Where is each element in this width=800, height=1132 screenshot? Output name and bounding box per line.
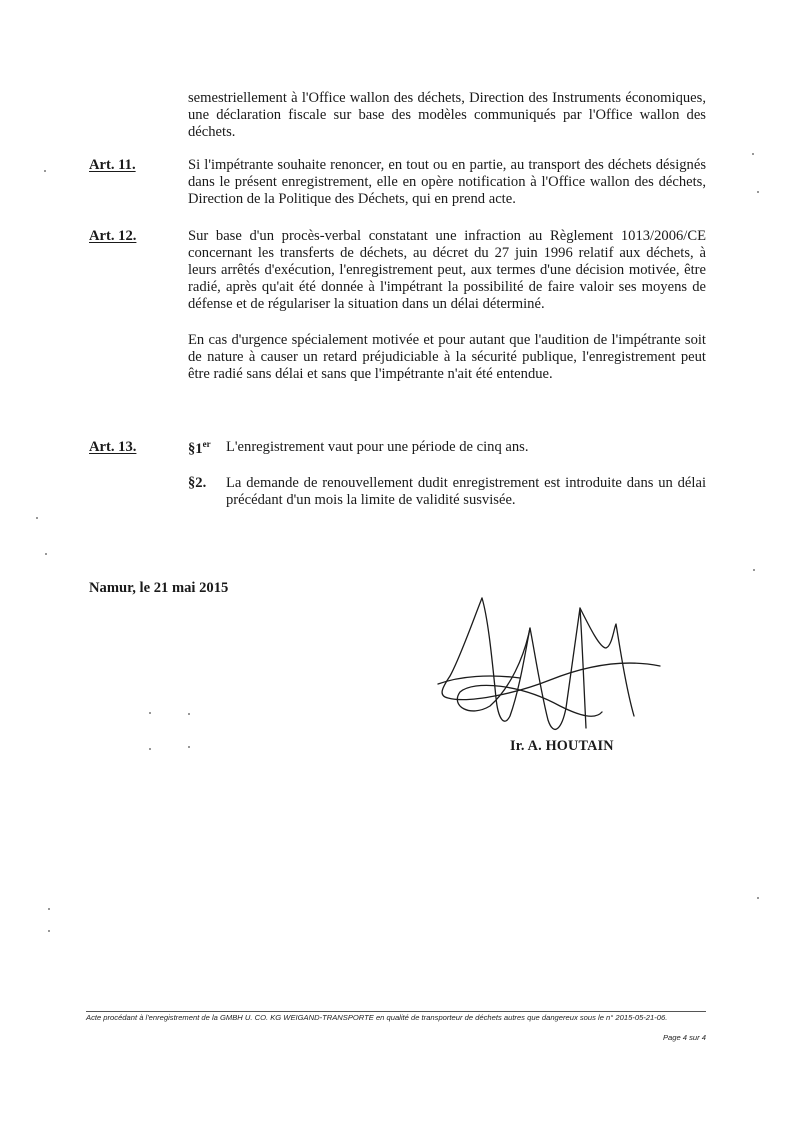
scan-speck [45,553,47,555]
article-11-paragraph: Si l'impétrante souhaite renoncer, en tout ou en partie, au transport des déchets désignés dans le présent enregistrement, elle en opère notification à l'Office wallon des déchets, Direction de la Politique des Déchets, qui en prend acte. [188,157,706,207]
section-1-mark [188,439,211,458]
article-13-label: Art. 13. [89,439,137,455]
place-date: Namur, le 21 mai 2015 [89,580,229,596]
scan-speck [48,908,50,910]
section-1-mark-text: §1 [188,441,203,457]
article-12-paragraph-1: Sur base d'un procès-verbal constatant une infraction au Règlement 1013/2006/CE concernant les transferts de déchets, au décret du 27 juin 1996 relatif aux déchets, à leurs arrêtés d'exécution, l'enregistrement peut, aux termes d'une décision motivée, être radié, après qu'ait été donnée à l'impétrant la possibilité de faire valoir ses moyens de défense et de régulariser la situation dans un délai déterminé. [188,228,706,312]
article-12-paragraph-2: En cas d'urgence spécialement motivée et pour autant que l'audition de l'impétrante soit de nature à causer un retard préjudiciable à la sécurité publique, l'enregistrement peut être radié sans délai et sans que l'impétrante n'ait été entendue. [188,332,706,382]
scan-speck [48,930,50,932]
signer-name: Ir. A. HOUTAIN [510,738,614,754]
scan-speck [36,517,38,519]
scan-speck [753,569,755,571]
scan-speck [188,713,190,715]
footer-text: Acte procédant à l'enregistrement de la GMBH U. CO. KG WEIGAND-TRANSPORTE en qualité de transporteur de déchets autres que dangereux sous le n° 2015-05-21-06. [86,1013,668,1022]
section-1-text: L'enregistrement vaut pour une période de cinq ans. [226,439,529,455]
section-1-mark-sup: er [202,439,211,449]
article-11-label: Art. 11. [89,157,136,173]
section-2-mark-text: §2. [188,475,207,491]
page-number: Page 4 sur 4 [662,1033,706,1042]
scan-speck [752,153,754,155]
scan-speck [757,897,759,899]
scan-speck [149,712,151,714]
section-2-mark [188,475,206,492]
handwritten-signature [430,588,680,748]
section-2-text: La demande de renouvellement dudit enregistrement est introduite dans un délai précédant d'un mois la limite de validité susvisée. [226,475,706,508]
footer-rule [86,1011,706,1012]
scan-speck [149,748,151,750]
scan-speck [757,191,759,193]
scan-speck [188,746,190,748]
article-12-label: Art. 12. [89,228,137,244]
scan-speck [44,170,46,172]
intro-paragraph: semestriellement à l'Office wallon des déchets, Direction des Instruments économiques, une déclaration fiscale sur base des modèles communiqués par l'Office wallon des déchets. [188,90,706,140]
